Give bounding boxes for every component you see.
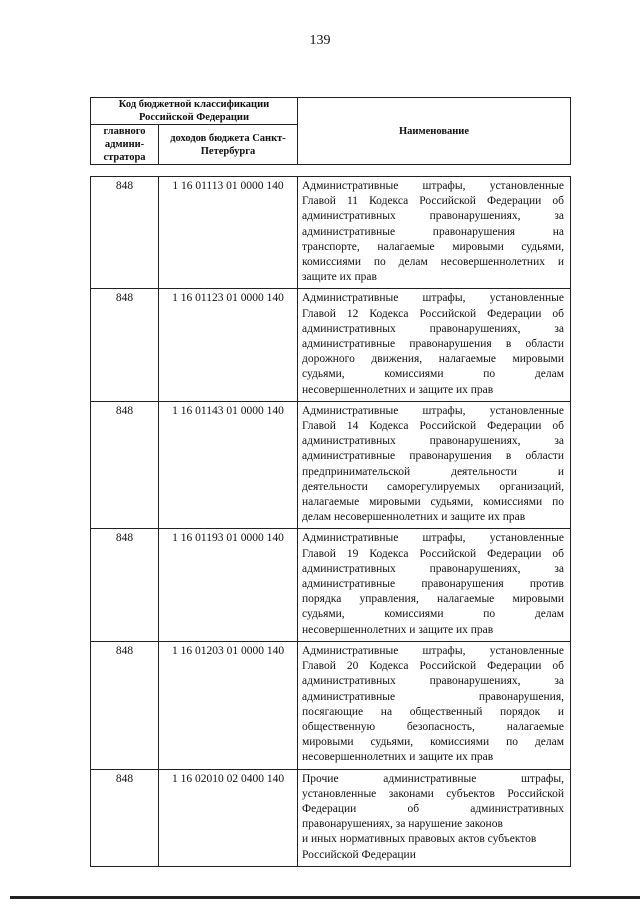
name-line: административных правонарушениях, за xyxy=(302,322,564,335)
name-line: мировыми судьями, комиссиями по делам xyxy=(302,736,564,749)
table-row xyxy=(91,177,571,289)
name-line: Российской Федерации xyxy=(302,848,416,861)
header-col-income: доходов бюджета Санкт-Петербурга xyxy=(159,125,298,165)
name-line: административных правонарушениях, за xyxy=(302,562,564,575)
name-line: Административные штрафы, установленные xyxy=(302,404,564,417)
table-row xyxy=(91,641,571,769)
name-line: Федерации об административных xyxy=(302,802,564,815)
name-line: Прочие административные штрафы, xyxy=(302,772,564,785)
name-line: административных правонарушениях, за xyxy=(302,435,564,448)
income-code-cell: 1 16 01203 01 0000 140 xyxy=(159,641,298,769)
name-line: административные правонарушения против xyxy=(302,578,564,591)
income-code-cell: 1 16 01113 01 0000 140 xyxy=(159,177,298,289)
bottom-rule xyxy=(10,896,640,899)
admin-code-cell: 848 xyxy=(91,177,159,289)
name-line: общественную безопасность, налагаемые xyxy=(302,720,564,733)
income-code-cell: 1 16 01143 01 0000 140 xyxy=(159,401,298,529)
classification-table xyxy=(90,176,571,867)
name-line: административные правонарушения, xyxy=(302,690,564,703)
name-line: и иных нормативных правовых актов субъектов xyxy=(302,833,537,846)
name-line: защите их прав xyxy=(302,271,377,284)
name-line: Главой 20 Кодекса Российской Федерации об xyxy=(302,660,564,673)
admin-code-cell: 848 xyxy=(91,769,159,866)
name-line: несовершеннолетних и защите их прав xyxy=(302,623,494,636)
name-cell xyxy=(298,401,571,529)
income-code-cell: 1 16 01193 01 0000 140 xyxy=(159,529,298,641)
name-line: Административные штрафы, установленные xyxy=(302,180,564,192)
name-line: дорожного движения, налагаемые мировыми xyxy=(302,353,564,366)
name-line: Административные штрафы, установленные xyxy=(302,644,564,657)
admin-code-cell: 848 xyxy=(91,529,159,641)
income-code-cell: 1 16 02010 02 0400 140 xyxy=(159,769,298,866)
admin-code-cell: 848 xyxy=(91,289,159,401)
name-line: Главой 11 Кодекса Российской Федерации об xyxy=(302,195,564,208)
admin-code-cell: 848 xyxy=(91,641,159,769)
name-line: транспорте, налагаемые мировыми судьями, xyxy=(302,240,564,253)
name-line: административные правонарушения на xyxy=(302,225,564,238)
admin-code-cell: 848 xyxy=(91,401,159,529)
name-cell xyxy=(298,769,571,866)
name-line: административные правонарушения в области xyxy=(302,450,564,463)
name-line: Главой 14 Кодекса Российской Федерации об xyxy=(302,420,564,433)
name-line: комиссиями по делам несовершеннолетних и xyxy=(302,256,564,269)
name-line: Административные штрафы, установленные xyxy=(302,292,564,305)
name-line: судьями, комиссиями по делам xyxy=(302,368,564,381)
name-line: налагаемые мировыми судьями, комиссиями по xyxy=(302,496,564,509)
table-row xyxy=(91,401,571,529)
name-line: деятельности саморегулируемых организаций, xyxy=(302,480,564,493)
name-line: административных правонарушениях, за xyxy=(302,210,564,223)
name-line: правонарушениях, за нарушение законов xyxy=(302,818,503,831)
name-line: несовершеннолетних и защите их прав xyxy=(302,383,494,396)
name-line: судьями, комиссиями по делам xyxy=(302,608,564,621)
name-line: Главой 12 Кодекса Российской Федерации об xyxy=(302,307,564,320)
table-row xyxy=(91,769,571,866)
table-header xyxy=(90,97,571,165)
name-line: посягающие на общественный порядок и xyxy=(302,705,564,718)
name-cell xyxy=(298,529,571,641)
name-line: предпринимательской деятельности и xyxy=(302,465,564,478)
name-cell xyxy=(298,177,571,289)
table-row xyxy=(91,529,571,641)
name-cell xyxy=(298,641,571,769)
table-body xyxy=(91,177,571,867)
name-line: административных правонарушениях, за xyxy=(302,675,564,688)
page-number: 139 xyxy=(309,33,331,48)
name-line: административные правонарушения в области xyxy=(302,338,564,351)
name-cell xyxy=(298,289,571,401)
income-code-cell: 1 16 01123 01 0000 140 xyxy=(159,289,298,401)
name-line: порядка управления, налагаемые мировыми xyxy=(302,593,564,606)
name-line: делам несовершеннолетних и защите их прав xyxy=(302,511,526,524)
header-group-title: Код бюджетной классификации Российской Федерации xyxy=(91,98,298,125)
name-line: Главой 19 Кодекса Российской Федерации об xyxy=(302,547,564,560)
name-line: несовершеннолетних и защите их прав xyxy=(302,751,494,764)
header-col-name: Наименование xyxy=(298,98,571,165)
name-line: Административные штрафы, установленные xyxy=(302,532,564,545)
table-row xyxy=(91,289,571,401)
header-col-admin: главного админи-стратора xyxy=(91,125,159,165)
name-line: установленные законами субъектов Российской xyxy=(302,787,564,800)
